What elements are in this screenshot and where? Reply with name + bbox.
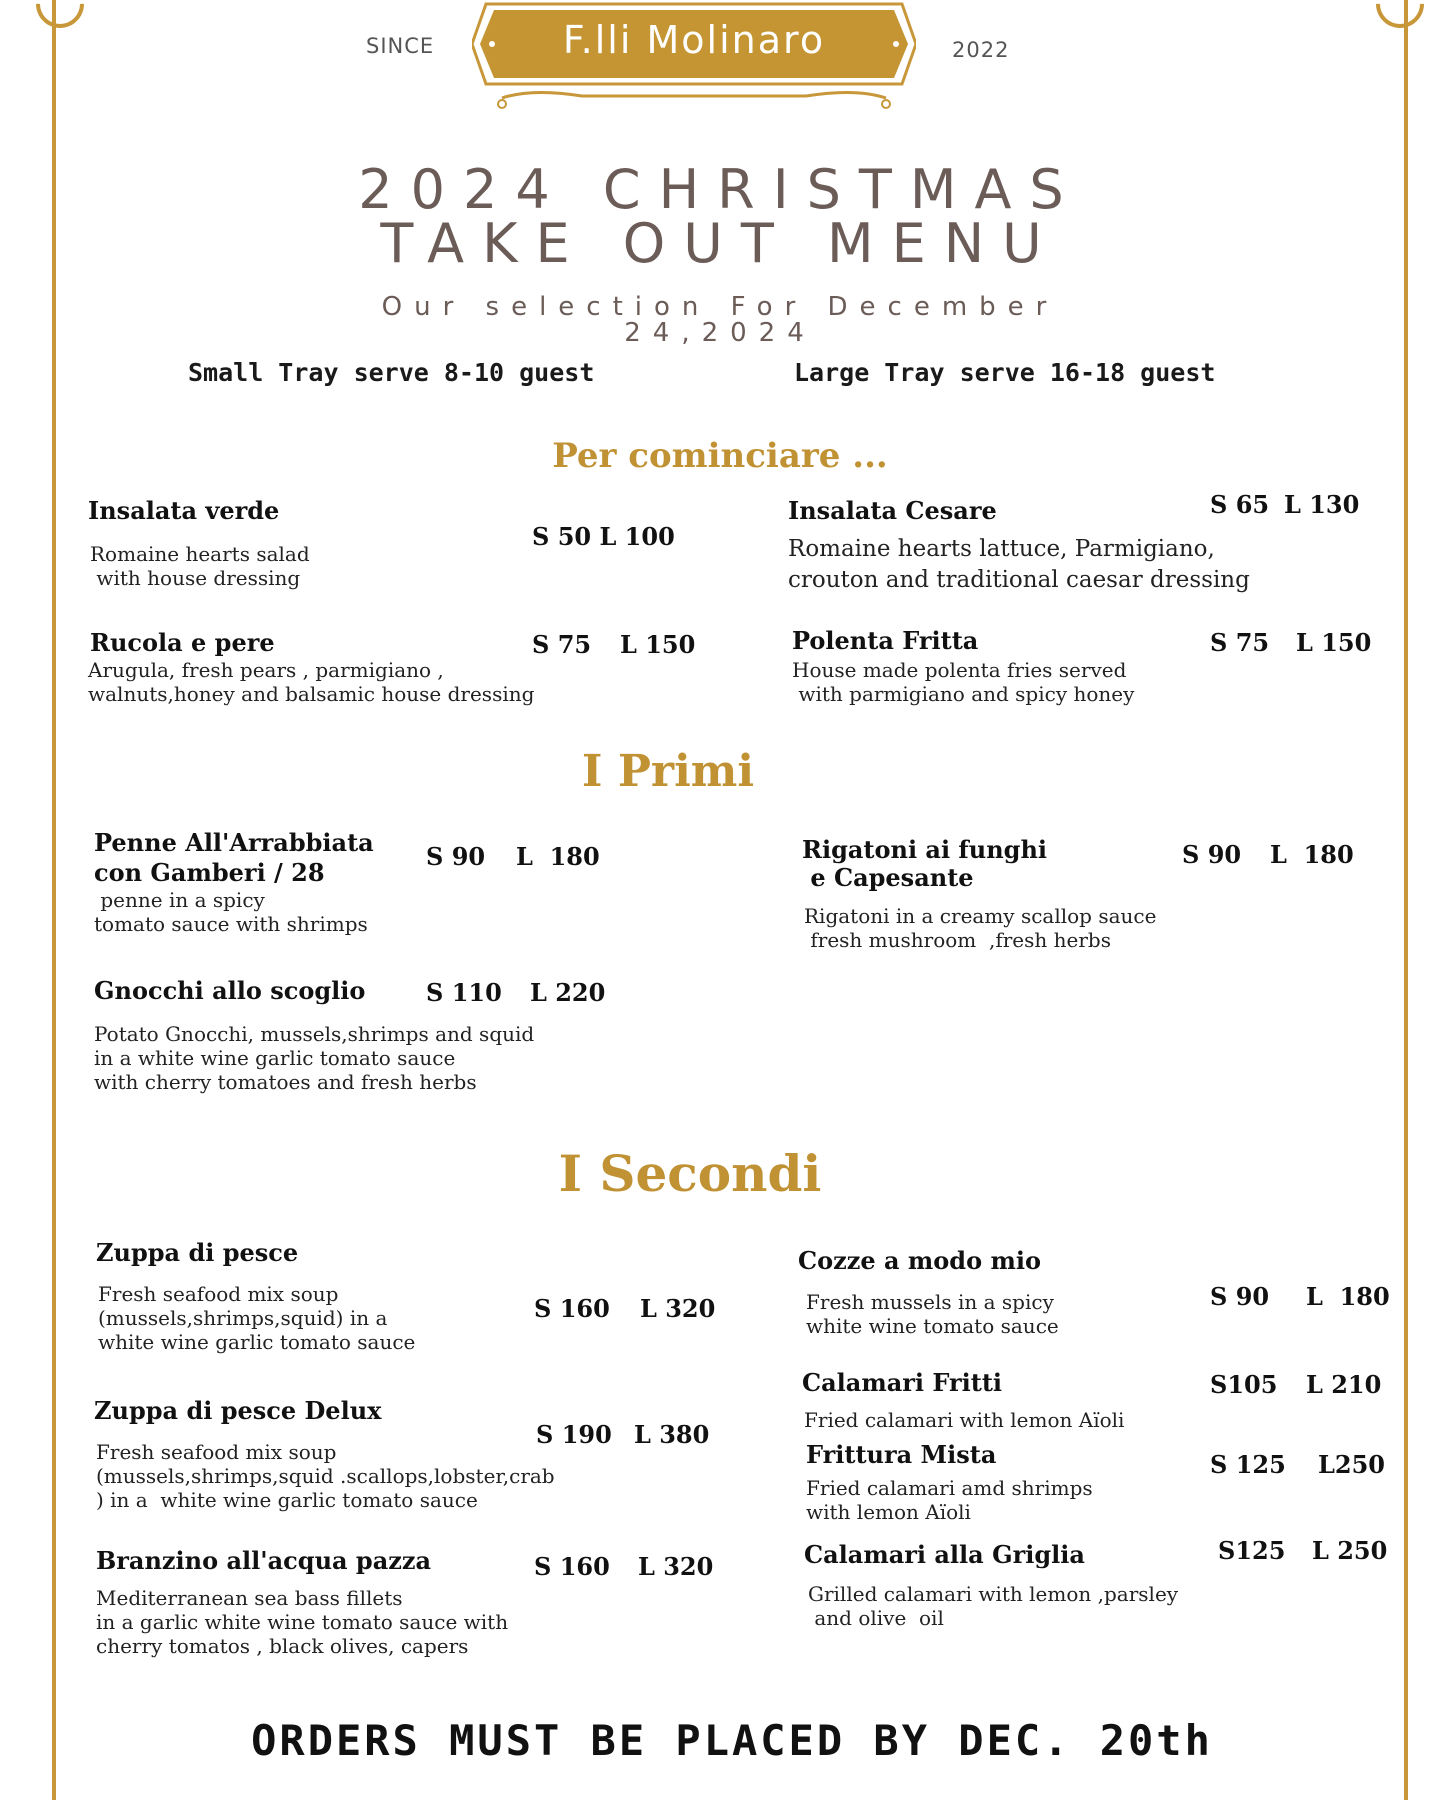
item-name: Cozze a modo mio xyxy=(798,1246,1041,1275)
section-secondi-title: I Secondi xyxy=(558,1144,822,1203)
item-price-large: L 150 xyxy=(620,630,696,659)
item-desc: Romaine hearts lattuce, Parmigiano, crouton and traditional caesar dressing xyxy=(788,536,1250,593)
section-starters-title: Per cominciare ... xyxy=(552,436,888,476)
item-price: S 50 L 100 xyxy=(532,522,675,551)
item-price-large: L 320 xyxy=(640,1294,716,1323)
item-name: Zuppa di pesce xyxy=(96,1238,299,1267)
logo-badge xyxy=(472,0,916,88)
item-price-small: S 90 xyxy=(1182,840,1242,869)
item-price-large: L250 xyxy=(1318,1450,1385,1479)
item-price-large: L 150 xyxy=(1296,628,1372,657)
item-price-large: L 130 xyxy=(1284,490,1360,519)
item-name: Zuppa di pesce Delux xyxy=(94,1396,382,1425)
item-name: Polenta Fritta xyxy=(792,626,979,655)
item-desc: Potato Gnocchi, mussels,shrimps and squid in a white wine garlic tomato sauce with cherry tomatoes and fresh herbs xyxy=(94,1022,535,1094)
item-desc: Mediterranean sea bass fillets in a garlic white wine tomato sauce with cherry tomatos , black olives, capers xyxy=(96,1586,509,1658)
menu-title-line2: TAKE OUT MENU xyxy=(380,212,1060,275)
item-name: Insalata verde xyxy=(88,496,280,525)
item-name: Frittura Mista xyxy=(806,1440,997,1469)
restaurant-name: F.lli Molinaro xyxy=(562,18,826,62)
item-name: Calamari Fritti xyxy=(802,1368,1003,1397)
item-name: Insalata Cesare xyxy=(788,496,997,525)
item-desc: Fried calamari amd shrimps with lemon Aïoli xyxy=(806,1476,1093,1524)
item-name: Branzino all'acqua pazza xyxy=(96,1546,432,1575)
item-price-large: L 250 xyxy=(1312,1536,1388,1565)
item-desc: Arugula, fresh pears , parmigiano , walnuts,honey and balsamic house dressing xyxy=(88,658,535,706)
item-price-small: S 160 xyxy=(534,1294,610,1323)
item-price-small: S125 xyxy=(1218,1536,1286,1565)
large-tray-info: Large Tray serve 16-18 guest xyxy=(794,358,1216,387)
item-price-small: S105 xyxy=(1210,1370,1278,1399)
item-desc: Fresh seafood mix soup (mussels,shrimps,squid .scallops,lobster,crab ) in a white wine garlic tomato sauce xyxy=(96,1440,555,1512)
item-price-small: S 110 xyxy=(426,978,502,1007)
item-price-large: L 380 xyxy=(634,1420,710,1449)
item-price-large: L 320 xyxy=(638,1552,714,1581)
item-desc: Rigatoni in a creamy scallop sauce fresh mushroom ,fresh herbs xyxy=(804,904,1157,952)
item-name: Gnocchi allo scoglio xyxy=(94,976,366,1005)
item-desc: penne in a spicy tomato sauce with shrimps xyxy=(94,888,368,936)
item-price-large: L 180 xyxy=(1306,1282,1390,1311)
item-price-small: S 125 xyxy=(1210,1450,1286,1479)
item-desc: Romaine hearts salad with house dressing xyxy=(90,542,310,590)
corner-ornament-right xyxy=(1366,0,1434,38)
item-price-small: S 90 xyxy=(1210,1282,1270,1311)
item-name: Penne All'Arrabbiata con Gamberi / 28 xyxy=(94,828,374,887)
small-tray-info: Small Tray serve 8-10 guest xyxy=(188,358,595,387)
item-desc: Fresh seafood mix soup (mussels,shrimps,squid) in a white wine garlic tomato sauce xyxy=(98,1282,416,1354)
item-desc: Fresh mussels in a spicy white wine tomato sauce xyxy=(806,1290,1059,1338)
item-price-large: L 180 xyxy=(516,842,600,871)
item-name: Rigatoni ai funghi e Capesante xyxy=(802,835,1048,892)
corner-ornament-left xyxy=(26,0,94,38)
item-desc: Fried calamari with lemon Aïoli xyxy=(804,1408,1125,1432)
subtitle-line1: Our selection For December xyxy=(381,292,1059,322)
item-price-small: S 65 xyxy=(1210,490,1270,519)
item-price-small: S 75 xyxy=(1210,628,1270,657)
menu-title-line1: 2024 CHRISTMAS xyxy=(358,158,1082,221)
subtitle-line2: 24,2024 xyxy=(624,318,816,348)
item-price-large: L 180 xyxy=(1270,840,1354,869)
item-price-small: S 160 xyxy=(534,1552,610,1581)
item-price-small: S 90 xyxy=(426,842,486,871)
orders-deadline-notice: ORDERS MUST BE PLACED BY DEC. 20th xyxy=(251,1716,1213,1765)
item-price-small: S 190 xyxy=(536,1420,612,1449)
item-desc: House made polenta fries served with parmigiano and spicy honey xyxy=(792,658,1135,706)
item-name: Calamari alla Griglia xyxy=(804,1540,1085,1569)
item-price-large: L 220 xyxy=(530,978,606,1007)
item-price-small: S 75 xyxy=(532,630,592,659)
section-primi-title: I Primi xyxy=(581,746,755,797)
item-price-large: L 210 xyxy=(1306,1370,1382,1399)
since-label: SINCE xyxy=(366,34,435,58)
since-year: 2022 xyxy=(952,38,1010,62)
item-name: Rucola e pere xyxy=(90,628,275,657)
item-desc: Grilled calamari with lemon ,parsley and olive oil xyxy=(808,1582,1179,1630)
